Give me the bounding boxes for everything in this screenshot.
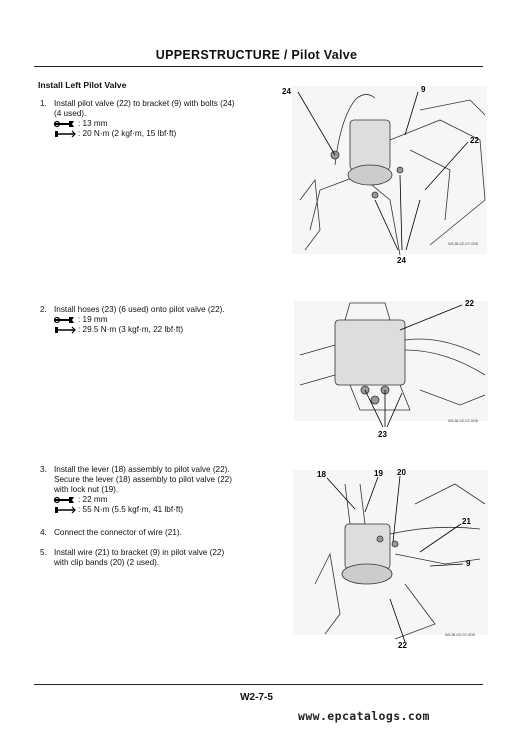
spec-value: : 29.5 N·m (3 kgf·m, 22 lbf·ft) bbox=[78, 325, 184, 334]
wrench-icon bbox=[54, 120, 76, 128]
spec-row-wrench bbox=[54, 119, 270, 129]
step-text: Install pilot valve (22) to bracket (9) with bolts (24) (4 used). bbox=[54, 99, 235, 118]
wrench-icon bbox=[54, 496, 76, 504]
figure-code: W1J8-02-07-006 bbox=[448, 418, 478, 423]
callout-22: 22 bbox=[398, 641, 407, 649]
step-number: 2. bbox=[40, 305, 47, 314]
step-number: 3. bbox=[40, 465, 47, 474]
spec-row-wrench bbox=[54, 495, 270, 505]
spec-value: : 55 N·m (5.5 kgf·m, 41 lbf·ft) bbox=[78, 505, 184, 514]
spec-row-torque bbox=[54, 325, 270, 335]
callout-21: 21 bbox=[462, 517, 471, 526]
spec-row-torque bbox=[54, 129, 270, 139]
torque-wrench-icon bbox=[54, 326, 76, 334]
callout-20: 20 bbox=[397, 468, 406, 477]
spec-row-wrench bbox=[54, 315, 270, 325]
figure-2-pilot-valve-hoses bbox=[290, 295, 490, 445]
figure-3-lever-assembly bbox=[285, 464, 490, 649]
wrench-icon bbox=[54, 316, 76, 324]
callout-24: 24 bbox=[397, 256, 406, 265]
step-3 bbox=[40, 465, 270, 515]
footer-rule bbox=[34, 684, 483, 685]
step-number: 5. bbox=[40, 548, 47, 557]
callout-24: 24 bbox=[282, 87, 291, 96]
callout-9: 9 bbox=[466, 559, 471, 568]
torque-wrench-icon bbox=[54, 506, 76, 514]
figure-code: W1J8-02-07-005 bbox=[448, 241, 478, 246]
step-text: Install the lever (18) assembly to pilot valve (22). Secure the lever (18) assembly to pilot valve (22) with lock nut (19). bbox=[54, 465, 232, 494]
callout-19: 19 bbox=[374, 469, 383, 478]
spec-value: : 13 mm bbox=[78, 119, 108, 128]
callout-23: 23 bbox=[378, 430, 387, 439]
spec-value: : 19 mm bbox=[78, 315, 108, 324]
step-number: 4. bbox=[40, 528, 47, 537]
spec-row-torque bbox=[54, 505, 270, 515]
step-text: Connect the connector of wire (21). bbox=[54, 528, 182, 537]
header-rule bbox=[34, 66, 483, 67]
figure-code: W1J8-02-07-005 bbox=[445, 632, 475, 637]
spec-value: : 22 mm bbox=[78, 495, 108, 504]
watermark: www.epcatalogs.com bbox=[298, 709, 430, 723]
figure-1-pilot-valve-bracket bbox=[280, 80, 490, 270]
callout-18: 18 bbox=[317, 470, 326, 479]
step-5 bbox=[40, 548, 270, 568]
step-1 bbox=[40, 99, 270, 139]
page-number: W2-7-5 bbox=[240, 692, 273, 703]
torque-wrench-icon bbox=[54, 130, 76, 138]
step-4 bbox=[40, 528, 270, 538]
callout-22: 22 bbox=[465, 299, 474, 308]
spec-value: : 20 N·m (2 kgf·m, 15 lbf·ft) bbox=[78, 129, 177, 138]
page-header-title: UPPERSTRUCTURE / Pilot Valve bbox=[155, 48, 358, 62]
step-2 bbox=[40, 305, 270, 335]
callout-22: 22 bbox=[470, 136, 479, 145]
callout-9: 9 bbox=[421, 85, 426, 94]
step-text: Install hoses (23) (6 used) onto pilot valve (22). bbox=[54, 305, 225, 314]
step-text: Install wire (21) to bracket (9) in pilot valve (22) with clip bands (20) (2 used). bbox=[54, 548, 225, 567]
section-title: Install Left Pilot Valve bbox=[38, 80, 127, 90]
step-number: 1. bbox=[40, 99, 47, 108]
